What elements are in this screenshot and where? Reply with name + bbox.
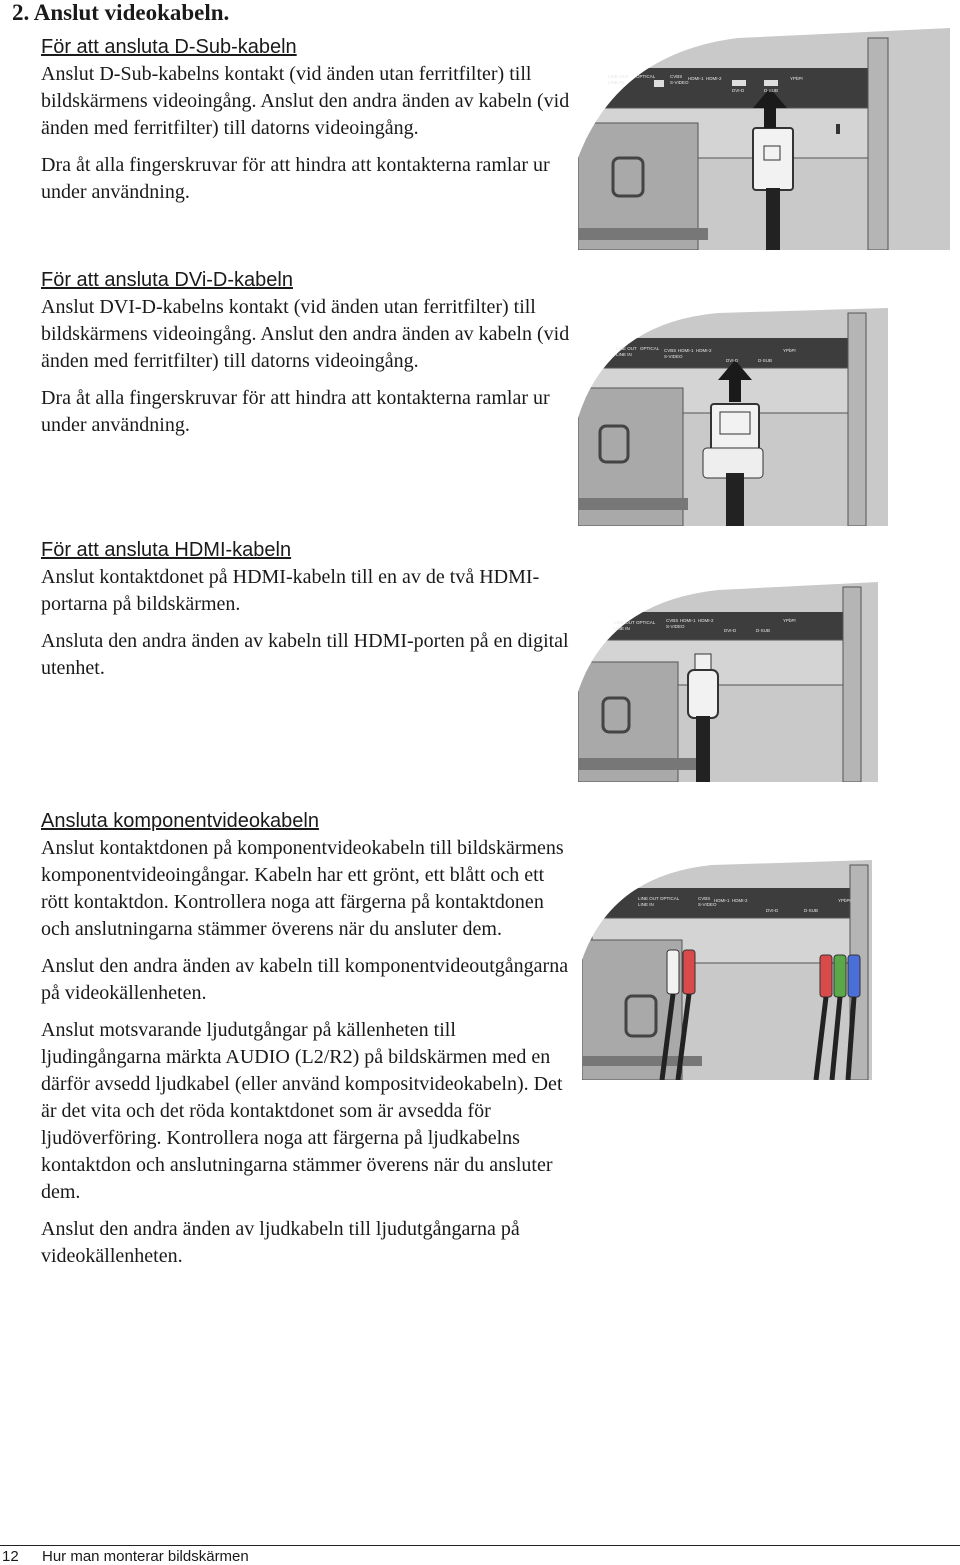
- port-label: LINE OUT: [616, 346, 637, 351]
- port-label: HDMI-1: [678, 348, 694, 353]
- port-label: D-SUB: [756, 628, 771, 633]
- hdmi-connection-illustration: [578, 582, 878, 782]
- port-label: LINE OUT: [614, 620, 635, 625]
- port-label: S-VIDEO: [698, 902, 717, 907]
- port-label: D-SUB: [804, 908, 819, 913]
- component-connection-illustration: [582, 860, 872, 1080]
- port-label: HDMI-2: [698, 618, 714, 623]
- port-label: HDMI-1: [688, 76, 704, 81]
- page-number: 12: [2, 1548, 19, 1565]
- dvid-connection-illustration: [578, 308, 888, 526]
- port-label: LINE OUT: [608, 74, 629, 79]
- section-heading: För att ansluta HDMI-kabeln: [41, 539, 292, 561]
- port-label: YPbPr: [783, 618, 797, 623]
- paragraph: Dra åt alla fingerskruvar för att hindra att kontakterna ramlar ur under användning.: [41, 154, 550, 203]
- port-label: OPTICAL: [636, 620, 656, 625]
- port-label: DVI-D: [732, 88, 745, 93]
- port-label: DVI-D: [766, 908, 779, 913]
- port-label: LINE IN: [638, 902, 654, 907]
- port-label: OPTICAL: [660, 896, 680, 901]
- paragraph: Dra åt alla fingerskruvar för att hindra att kontakterna ramlar ur under användning.: [41, 387, 550, 436]
- paragraph: Anslut D-Sub-kabelns kontakt (vid änden utan ferritfilter) till bildskärmens videoingång. Anslut den andra änden av kabeln (vid änden med ferritfilter) till datorns videoingång.: [41, 63, 570, 139]
- section-heading: För att ansluta D-Sub-kabeln: [41, 36, 297, 58]
- paragraph: Anslut kontaktdonen på komponentvideokabeln till bildskärmens komponentvideoingångar. Kabeln har ett grönt, ett blått och ett rött kontaktdon. Kontrollera noga att färgerna på kontaktdonen och anslutningarna stämmer överens när du ansluter dem.: [41, 837, 564, 940]
- port-label: HDMI-2: [696, 348, 712, 353]
- port-label: S-VIDEO: [664, 354, 683, 359]
- port-label: CVBS: [698, 896, 711, 901]
- port-label: HDMI-1: [714, 898, 730, 903]
- footer-title: Hur man monterar bildskärmen: [42, 1548, 249, 1565]
- port-label: OPTICAL: [636, 74, 656, 79]
- port-label: OPTICAL: [640, 346, 660, 351]
- paragraph: Anslut motsvarande ljudutgångar på källenheten till ljudingångarna märkta AUDIO (L2/R2) på bildskärmen med en därför avsedd ljudkabel (eller använd kompositvideokabeln). Det är det vita och det röda kontaktdonet som är avsedda för ljudöverföring. Kontrollera noga att färgerna på ljudkabelns kontaktdon och anslutningarna stämmer överens när du ansluter dem.: [41, 1019, 563, 1203]
- port-label: LINE IN: [616, 352, 632, 357]
- port-label: CVBS: [664, 348, 677, 353]
- port-label: DVI-D: [726, 358, 739, 363]
- port-label: S-VIDEO: [666, 624, 685, 629]
- port-label: DVI-D: [724, 628, 737, 633]
- port-label: YPbPr: [783, 348, 797, 353]
- section-component: [41, 808, 576, 1280]
- port-label: YPbPr: [790, 76, 804, 81]
- port-label: LINE IN: [614, 626, 630, 631]
- port-label: HDMI-1: [680, 618, 696, 623]
- section-heading: Ansluta komponentvideokabeln: [41, 810, 319, 832]
- section-dvid: [41, 267, 581, 449]
- port-label: CVBS: [666, 618, 679, 623]
- step-heading: 2. Anslut videokabeln.: [12, 0, 230, 25]
- port-label: LINE IN: [608, 80, 624, 85]
- section-dsub: [41, 34, 581, 216]
- dsub-connection-illustration: [578, 28, 950, 250]
- paragraph: Anslut den andra änden av kabeln till komponentvideoutgångarna på videokällenheten.: [41, 955, 569, 1004]
- section-heading: För att ansluta DVi-D-kabeln: [41, 269, 293, 291]
- port-label: LINE OUT: [638, 896, 659, 901]
- paragraph: Anslut kontaktdonet på HDMI-kabeln till en av de två HDMI-portarna på bildskärmen.: [41, 566, 540, 615]
- port-label: YPbPr: [838, 898, 852, 903]
- paragraph: Ansluta den andra änden av kabeln till HDMI-porten på en digital utenhet.: [41, 630, 569, 679]
- port-label: S-VIDEO: [670, 80, 689, 85]
- port-label: CVBS: [670, 74, 683, 79]
- page-footer: [0, 1545, 960, 1563]
- port-label: D-SUB: [758, 358, 773, 363]
- port-label: HDMI-2: [732, 898, 748, 903]
- footer-divider: [0, 1545, 960, 1546]
- paragraph: Anslut den andra änden av ljudkabeln till ljudutgångarna på videokällenheten.: [41, 1218, 520, 1267]
- port-label: HDMI-2: [706, 76, 722, 81]
- section-hdmi: [41, 537, 581, 692]
- paragraph: Anslut DVI-D-kabelns kontakt (vid änden utan ferritfilter) till bildskärmens videoingång. Anslut den andra änden av kabeln (vid änden med ferritfilter) till datorns videoingång.: [41, 296, 570, 372]
- port-label: D-SUB: [764, 88, 779, 93]
